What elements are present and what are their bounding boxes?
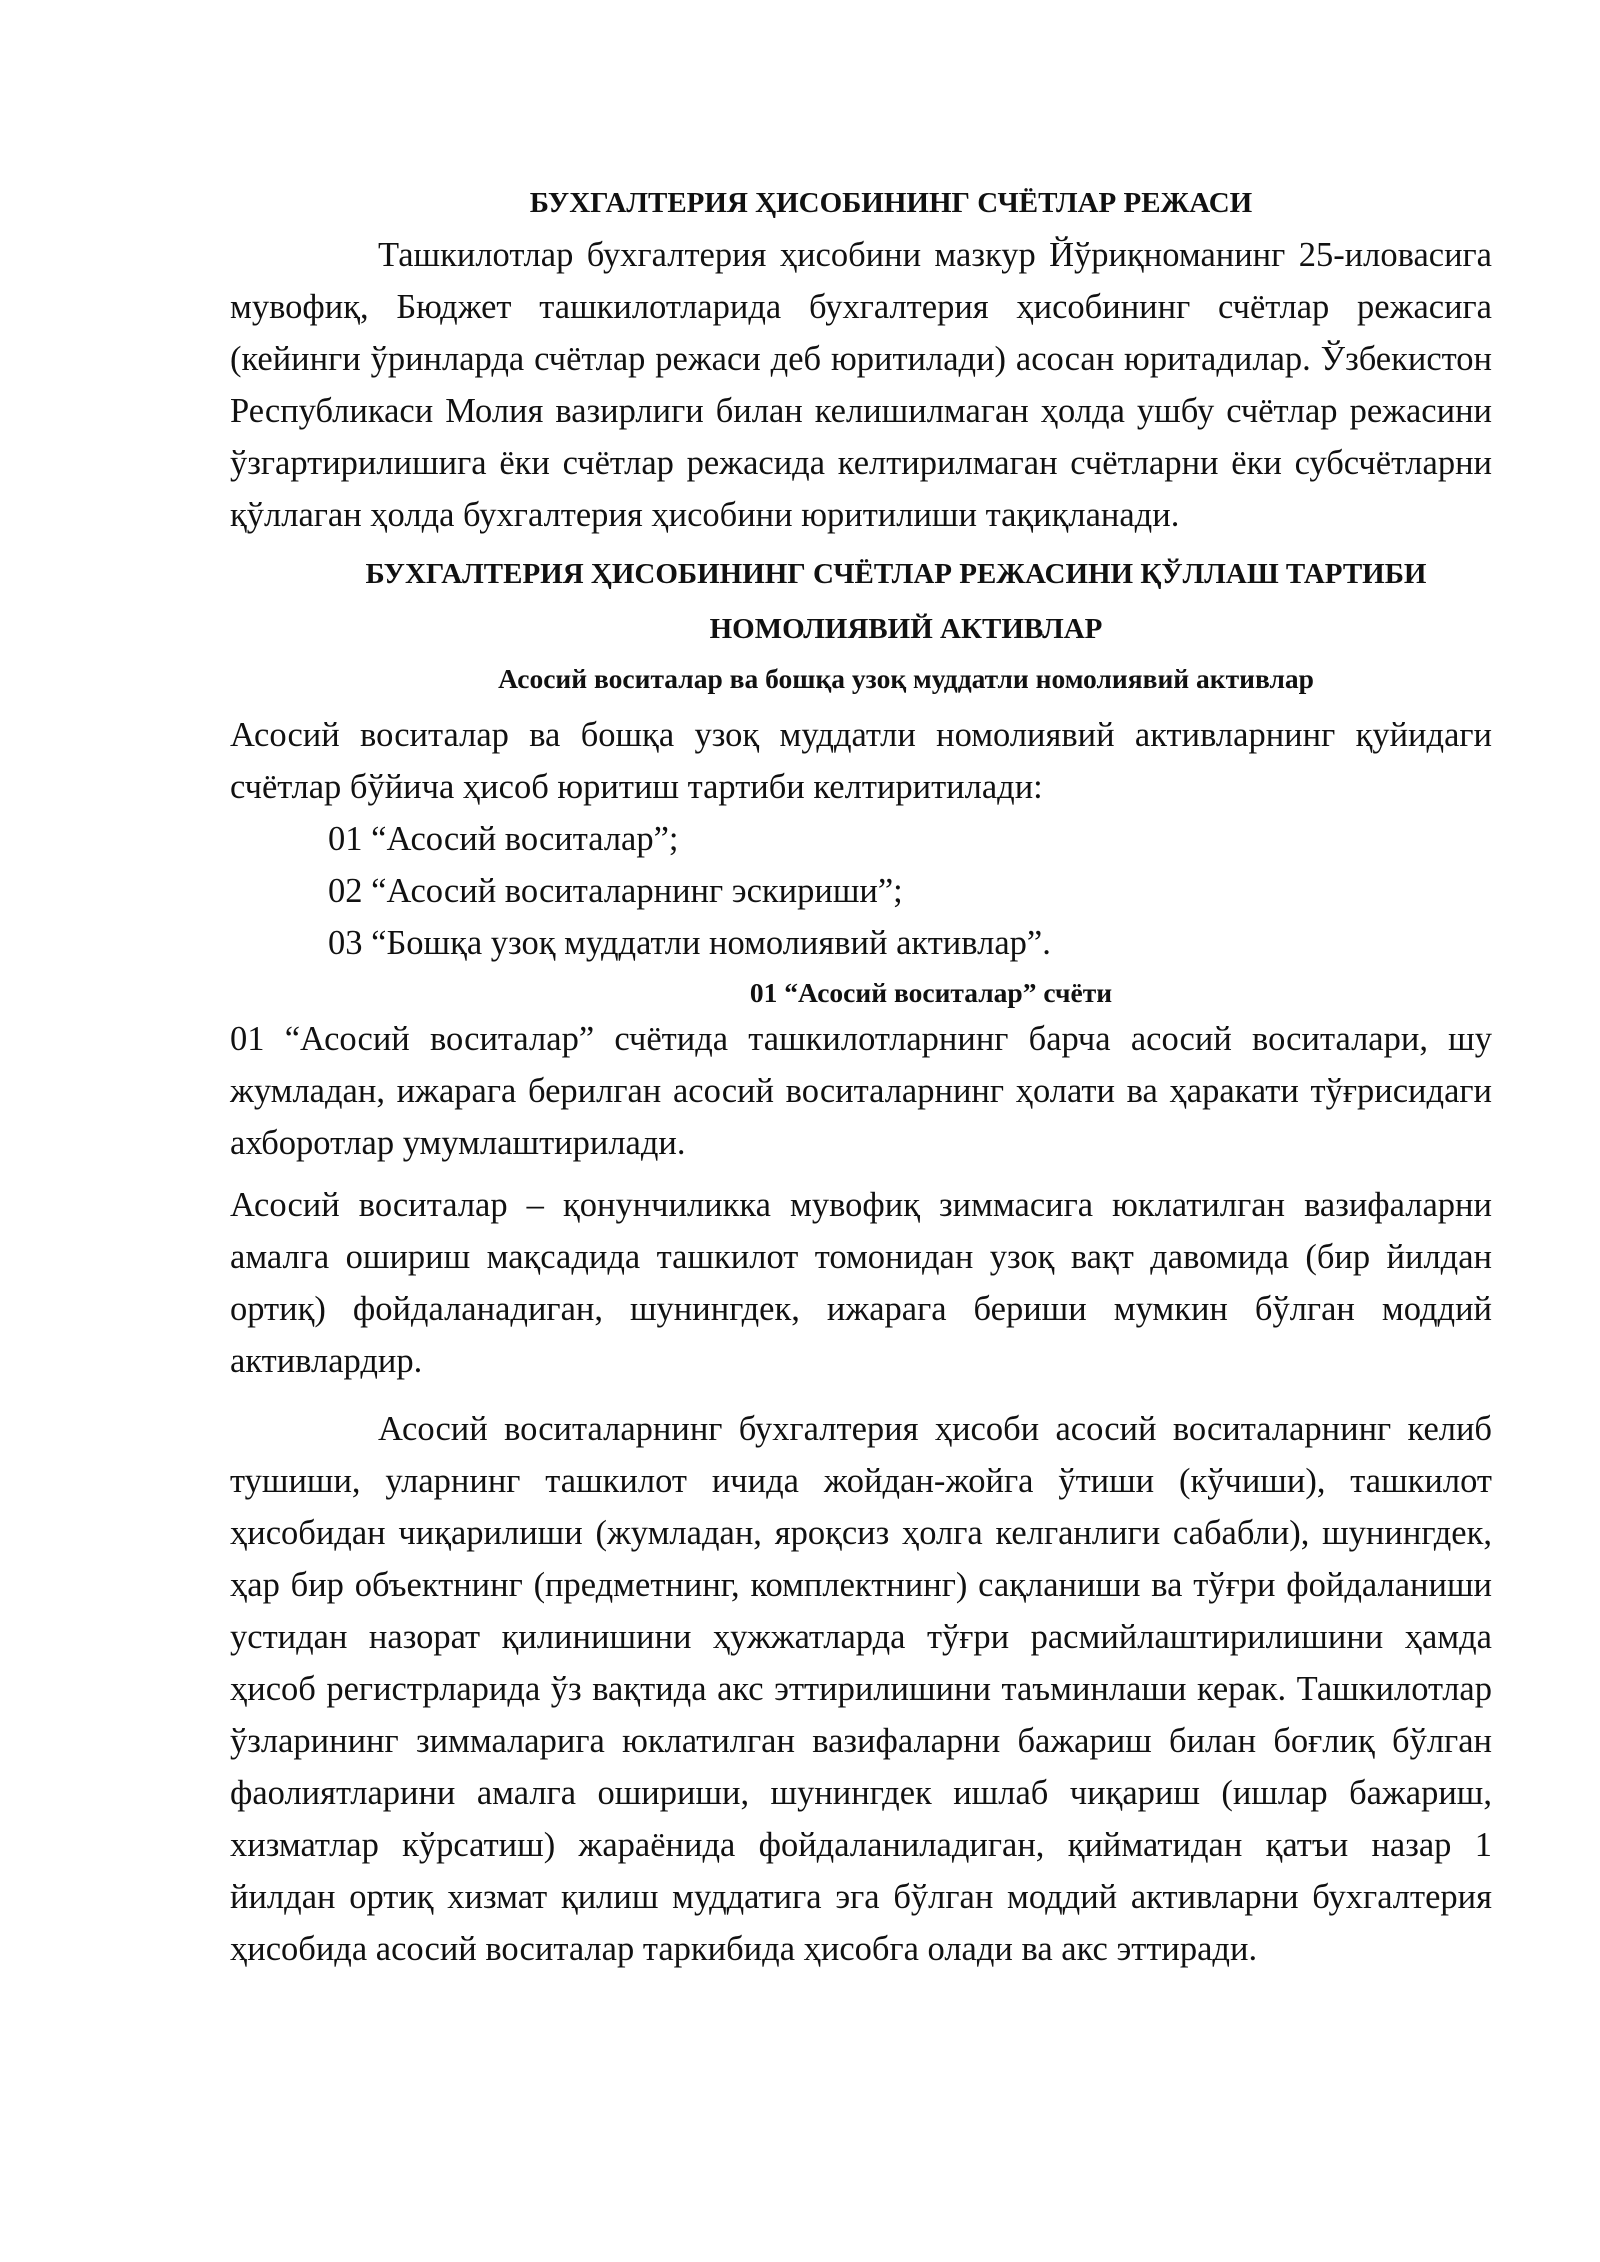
list-item: 02 “Асосий воситаларнинг эскириши”; xyxy=(328,872,903,910)
accounts-list xyxy=(230,813,1492,969)
accounting-paragraph: Асосий воситаларнинг бухгалтерия ҳисоби асосий воситаларнинг келиб тушиши, уларнинг ташкилот ичида жойдан-жойга ўтиши (кўчиши), ташкилот ҳисобидан чиқарилиши (жумладан, яроқсиз ҳолга келганлиги сабабли), шунингдек, ҳар бир объектнинг (предметнинг, комплектнинг) сақланиши ва тўғри фойдаланиши устидан назорат қилинишини ҳужжатларда тўғри расмийлаштирилишини ҳамда ҳисоб регистрларида ўз вақтида акс эттирилишини таъминлаши керак. Ташкилотлар ўзларининг зиммаларига юклатилган вазифаларни бажариш билан боғлиқ бўлган фаолиятларини амалга ошириши, шунингдек ишлаб чиқариш (ишлар бажариш, хизматлар кўрсатиш) жараёнида фойдаланиладиган, қийматидан қатъи назар 1 йилдан ортиқ хизмат қилиш муддатига эга бўлган моддий активларни бухгалтерия ҳисобида асосий воситалар таркибида ҳисобга олади ва акс эттиради. xyxy=(230,1410,1492,1968)
document-title: БУХГАЛТЕРИЯ ҲИСОБИНИНГ СЧЁТЛАР РЕЖАСИ xyxy=(529,187,1253,219)
list-item: 03 “Бошқа узоқ муддатли номолиявий активлар”. xyxy=(328,924,1051,962)
fixed-assets-definition: Асосий воситалар – қонунчиликка мувофиқ зиммасига юклатилган вазифаларни амалга ошириш мақсадида ташкилот томонидан узоқ вақт давомида (бир йилдан ортиқ) фойдаланадиган, шунингдек, ижарага бериши мумкин бўлган моддий активлардир. xyxy=(230,1186,1492,1380)
document-page xyxy=(230,183,1492,1975)
subsection-title-fixed-assets: Асосий воситалар ва бошқа узоқ муддатли номолиявий активлар xyxy=(498,663,1314,694)
account-01-title: 01 “Асосий воситалар” счёти xyxy=(749,977,1113,1008)
intro-paragraph: Ташкилотлар бухгалтерия ҳисобини мазкур Йўриқноманинг 25-иловасига мувофиқ, Бюджет ташкилотларида бухгалтерия ҳисобининг счётлар режасига (кейинги ўринларда счётлар режаси деб юритилади) асосан юритадилар. Ўзбекистон Республикаси Молия вазирлиги билан келишилмаган ҳолда ушбу счётлар режасини ўзгартирилишига ёки счётлар режасида келтирилмаган счётларни ёки субсчётларни қўллаган ҳолда бухгалтерия ҳисобини юритилиши тақиқланади. xyxy=(230,236,1492,534)
section-title-nonfinancial-assets: НОМОЛИЯВИЙ АКТИВЛАР xyxy=(709,613,1103,645)
section-title-order: БУХГАЛТЕРИЯ ҲИСОБИНИНГ СЧЁТЛАР РЕЖАСИНИ ҚЎЛЛАШ ТАРТИБИ xyxy=(365,558,1427,590)
accounts-intro-paragraph: Асосий воситалар ва бошқа узоқ муддатли номолиявий активларнинг қуйидаги счётлар бўйича ҳисоб юритиш тартиби келтиритилади: xyxy=(230,716,1492,806)
list-item: 01 “Асосий воситалар”; xyxy=(328,820,679,858)
account-01-description: 01 “Асосий воситалар” счётида ташкилотларнинг барча асосий воситалари, шу жумладан, ижарага берилган асосий воситаларнинг ҳолати ва ҳаракати тўғрисидаги ахборотлар умумлаштирилади. xyxy=(230,1020,1492,1162)
